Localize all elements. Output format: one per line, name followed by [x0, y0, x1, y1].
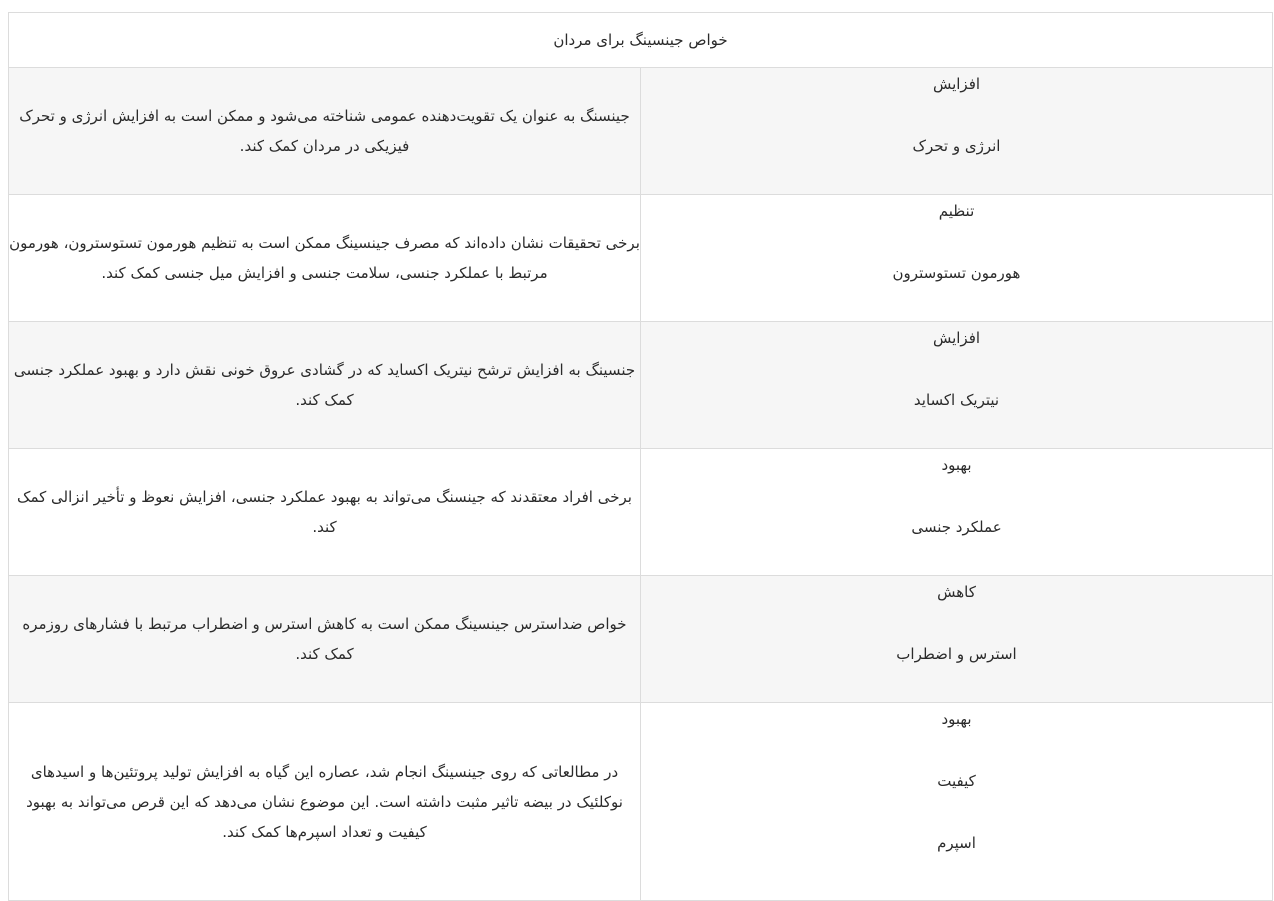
description-cell: خواص ضداسترس جینسینگ ممکن است به کاهش استرس و اضطراب مرتبط با فشارهای روزمره کمک کند.: [9, 576, 641, 703]
property-line: کاهش: [937, 583, 976, 601]
description-cell: جنسینگ به افزایش ترشح نیتریک اکساید که در گشادی عروق خونی نقش دارد و بهبود عملکرد جنسی کمک کند.: [9, 322, 641, 449]
property-line: تنظیم: [938, 202, 975, 220]
property-cell: [641, 449, 1273, 576]
description-cell: جینسنگ به عنوان یک تقویت‌دهنده عمومی شناخته می‌شود و ممکن است به افزایش انرژی و تحرک فیزیکی در مردان کمک کند.: [9, 68, 641, 195]
property-line: نیتریک اکساید: [913, 391, 1000, 409]
property-line: انرژی و تحرک: [912, 137, 1001, 155]
description-cell: برخی تحقیقات نشان داده‌اند که مصرف جینسینگ ممکن است به تنظیم هورمون تستوسترون، هورمون مرتبط با عملکرد جنسی، سلامت جنسی و افزایش میل جنسی کمک کند.: [9, 195, 641, 322]
property-line: عملکرد جنسی: [911, 518, 1002, 536]
description-cell: برخی افراد معتقدند که جینسنگ می‌تواند به بهبود عملکرد جنسی، افزایش نعوظ و تأخیر انزالی کمک کند.: [9, 449, 641, 576]
property-cell: [641, 68, 1273, 195]
property-line: استرس و اضطراب: [896, 645, 1017, 663]
table-header-row: [9, 13, 1273, 68]
property-cell: [641, 195, 1273, 322]
table-row: [9, 322, 1273, 449]
property-cell: [641, 322, 1273, 449]
table-row: [9, 449, 1273, 576]
table-row: [9, 703, 1273, 901]
table-row: [9, 576, 1273, 703]
table-row: [9, 195, 1273, 322]
ginseng-properties-table: [8, 12, 1273, 901]
property-cell: [641, 576, 1273, 703]
property-line: اسپرم: [937, 834, 976, 852]
property-line: افزایش: [932, 75, 981, 93]
property-line: بهبود: [941, 710, 972, 728]
description-cell: در مطالعاتی که روی جینسینگ انجام شد، عصاره این گیاه به افزایش تولید پروتئین‌ها و اسیدهای نوکلئیک در بیضه تاثیر مثبت داشته است. این موضوع نشان می‌دهد که این قرص می‌تواند به بهبود کیفیت و تعداد اسپرم‌ها کمک کند.: [9, 703, 641, 901]
property-line: کیفیت: [937, 772, 976, 790]
property-line: بهبود: [941, 456, 972, 474]
table-row: [9, 68, 1273, 195]
property-cell: [641, 703, 1273, 901]
table-title: خواص جینسینگ برای مردان: [9, 13, 1273, 68]
property-line: هورمون تستوسترون: [892, 264, 1021, 282]
property-line: افزایش: [932, 329, 981, 347]
content-wrapper: [8, 12, 1273, 901]
